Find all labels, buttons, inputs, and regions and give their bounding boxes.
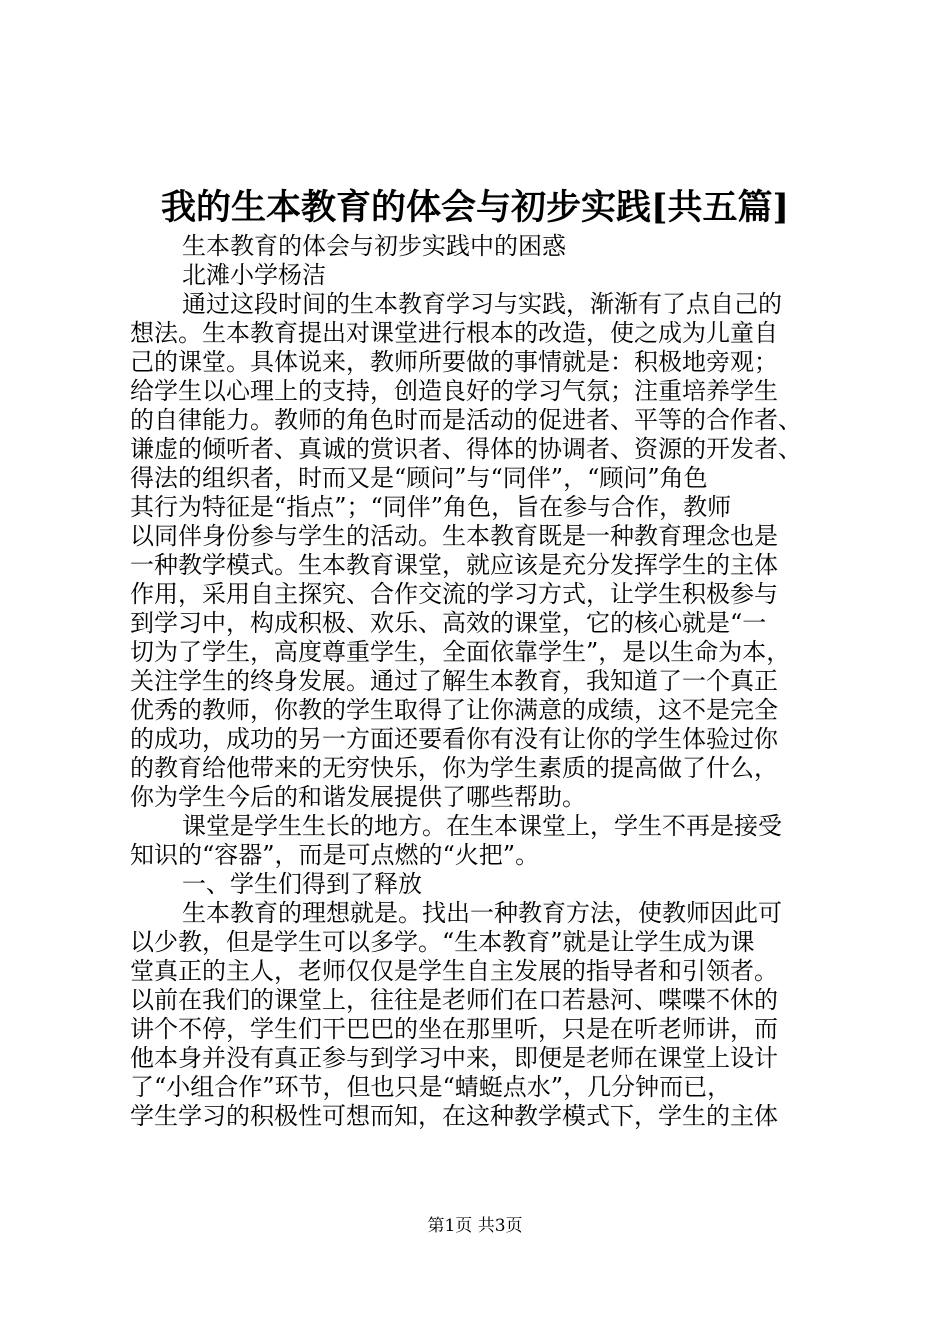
text-line: 一、学生们得到了释放 bbox=[182, 870, 422, 898]
document-title: 我的生本教育的体会与初步实践[共五篇] bbox=[160, 187, 790, 228]
text-line: 一种教学模式。生本教育课堂，就应该是充分发挥学生的主体 bbox=[130, 551, 778, 579]
text-line: 讲个不停，学生们干巴巴的坐在那里听，只是在听老师讲，而 bbox=[130, 1015, 778, 1043]
document-body bbox=[130, 232, 830, 1131]
text-line: 作用，采用自主探究、合作交流的学习方式，让学生积极参与 bbox=[130, 580, 778, 608]
text-line: 生本教育的理想就是。找出一种教育方法，使教师因此可 bbox=[182, 899, 782, 927]
text-line: 想法。生本教育提出对课堂进行根本的改造，使之成为儿童自 bbox=[130, 319, 778, 347]
text-line: 到学习中，构成积极、欢乐、高效的课堂，它的核心就是“一 bbox=[130, 609, 767, 637]
page-footer: 第1页 共3页 bbox=[427, 1216, 523, 1236]
text-line: 给学生以心理上的支持，创造良好的学习气氛；注重培养学生 bbox=[130, 377, 778, 405]
text-line: 课堂是学生生长的地方。在生本课堂上，学生不再是接受 bbox=[182, 812, 782, 840]
text-line: 的自律能力。教师的角色时而是活动的促进者、平等的合作者、 bbox=[130, 406, 802, 434]
text-line: 得法的组织者，时而又是“顾问”与“同伴”，“顾问”角色 bbox=[130, 464, 708, 492]
text-line: 谦虚的倾听者、真诚的赏识者、得体的协调者、资源的开发者、 bbox=[130, 435, 802, 463]
text-line: 的成功，成功的另一方面还要看你有没有让你的学生体验过你 bbox=[130, 725, 778, 753]
text-line: 学生学习的积极性可想而知，在这种教学模式下，学生的主体 bbox=[130, 1102, 778, 1130]
text-line: 知识的“容器”，而是可点燃的“火把”。 bbox=[130, 841, 540, 869]
text-line: 以同伴身份参与学生的活动。生本教育既是一种教育理念也是 bbox=[130, 522, 778, 550]
text-line: 优秀的教师，你教的学生取得了让你满意的成绩，这不是完全 bbox=[130, 696, 778, 724]
text-line: 你为学生今后的和谐发展提供了哪些帮助。 bbox=[130, 783, 586, 811]
text-line: 己的课堂。具体说来，教师所要做的事情就是：积极地旁观； bbox=[130, 348, 778, 376]
text-line: 生本教育的体会与初步实践中的困惑 bbox=[182, 232, 566, 260]
text-line: 了“小组合作”环节，但也只是“蜻蜓点水”，几分钟而已， bbox=[130, 1073, 732, 1101]
text-line: 的教育给他带来的无穷快乐，你为学生素质的提高做了什么， bbox=[130, 754, 778, 782]
text-line: 堂真正的主人，老师仅仅是学生自主发展的指导者和引领者。 bbox=[130, 957, 778, 985]
text-line: 北滩小学杨洁 bbox=[182, 261, 326, 289]
text-line: 通过这段时间的生本教育学习与实践，渐渐有了点自己的 bbox=[182, 290, 782, 318]
text-line: 关注学生的终身发展。通过了解生本教育，我知道了一个真正 bbox=[130, 667, 778, 695]
text-line: 他本身并没有真正参与到学习中来，即便是老师在课堂上设计 bbox=[130, 1044, 778, 1072]
text-line: 其行为特征是“指点”；“同伴”角色，旨在参与合作，教师 bbox=[130, 493, 732, 521]
text-line: 以前在我们的课堂上，往往是老师们在口若悬河、喋喋不休的 bbox=[130, 986, 778, 1014]
text-line: 切为了学生，高度尊重学生，全面依靠学生”，是以生命为本， bbox=[130, 638, 791, 666]
text-line: 以少教，但是学生可以多学。“生本教育”就是让学生成为课 bbox=[130, 928, 755, 956]
